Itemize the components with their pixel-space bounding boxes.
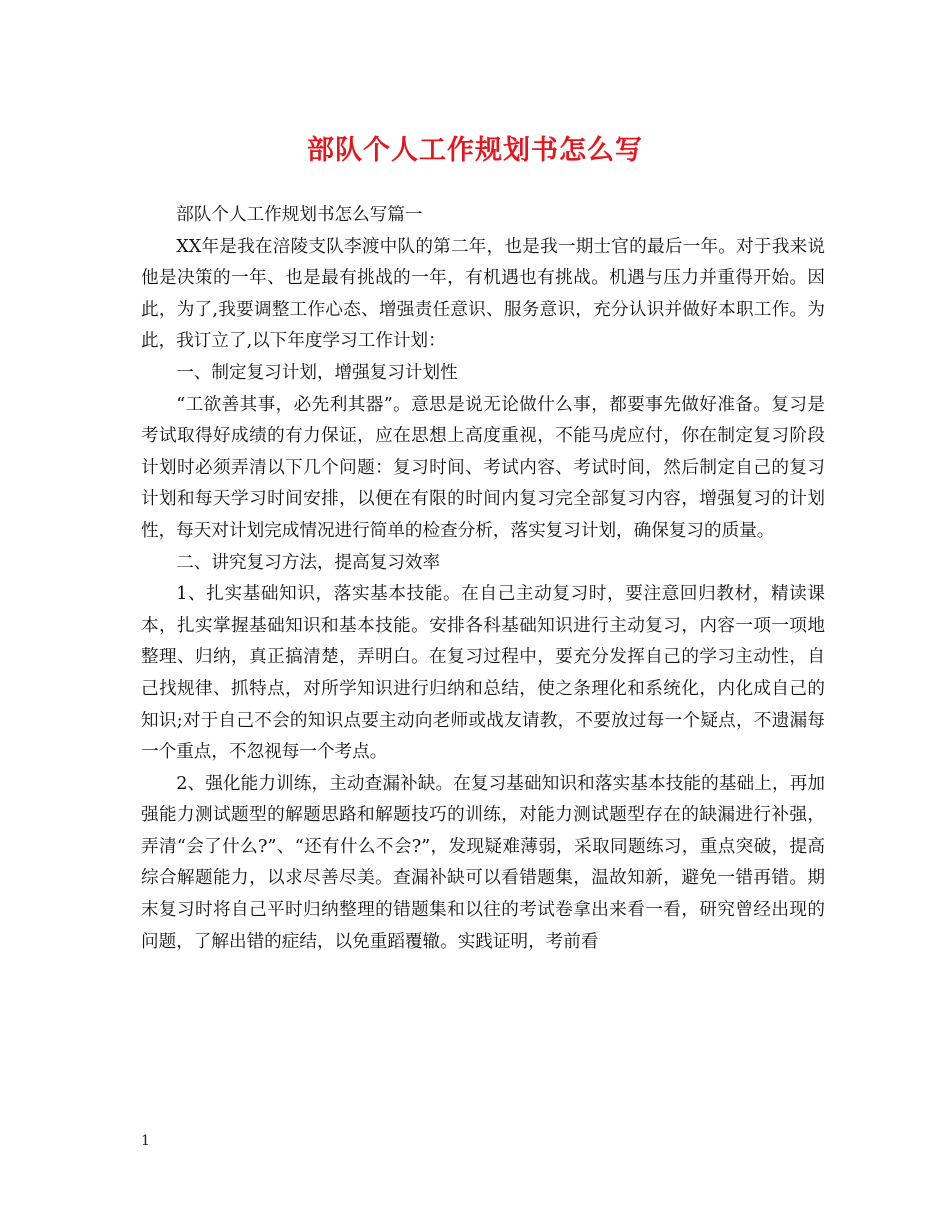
subsection-heading: 一、制定复习计划，增强复习计划性 (176, 362, 458, 383)
page-number: 1 (141, 1133, 150, 1149)
paragraph: 1、扎实基础知识，落实基本技能。在自己主动复习时，要注意回归教材，精读课本，扎实掌握基础知识和基本技能。安排各科基础知识进行主动复习，内容一项一项地整理、归纳，真正搞清楚，弄明白。在复习过程中，要充分发挥自己的学习主动性，自己找规律、抓特点，对所学知识进行归纳和总结，使之条理化和系统化，内化成自己的知识;对于自己不会的知识点要主动向老师或战友请教，不要放过每一个疑点，不遗漏每一个重点，不忽视每一个考点。 (141, 584, 825, 763)
paragraph: “工欲善其事，必先利其器”。意思是说无论做什么事，都要事先做好准备。复习是考试取得好成绩的有力保证，应在思想上高度重视，不能马虎应付，你在制定复习阶段计划时必须弄清以下几个问题：复习时间、考试内容、考试时间，然后制定自己的复习计划和每天学习时间安排，以便在有限的时间内复习完全部复习内容，增强复习的计划性，每天对计划完成情况进行简单的检查分析，落实复习计划，确保复习的质量。 (141, 394, 825, 541)
subsection-heading: 二、讲究复习方法，提高复习效率 (176, 552, 441, 573)
paragraph: 2、强化能力训练，主动查漏补缺。在复习基础知识和落实基本技能的基础上，再加强能力测试题型的解题思路和解题技巧的训练，对能力测试题型存在的缺漏进行补强，弄清“会了什么?”、“还有什么不会?”，发现疑难薄弱，采取同题练习，重点突破，提高综合解题能力，以求尽善尽美。查漏补缺可以看错题集，温故知新，避免一错再错。期末复习时将自己平时归纳整理的错题集和以往的考试卷拿出来看一看，研究曾经出现的问题，了解出错的症结，以免重蹈覆辙。实践证明，考前看 (141, 773, 825, 952)
document-title: 部队个人工作规划书怎么写 (307, 135, 643, 166)
document-body (141, 200, 825, 958)
paragraph: XX年是我在涪陵支队李渡中队的第二年，也是我一期士官的最后一年。对于我来说他是决策的一年、也是最有挑战的一年，有机遇也有挑战。机遇与压力并重得开始。因此，为了,我要调整工作心态、增强责任意识、服务意识，充分认识并做好本职工作。为此，我订立了,以下年度学习工作计划： (141, 236, 825, 352)
section-heading: 部队个人工作规划书怎么写篇一 (176, 205, 423, 225)
